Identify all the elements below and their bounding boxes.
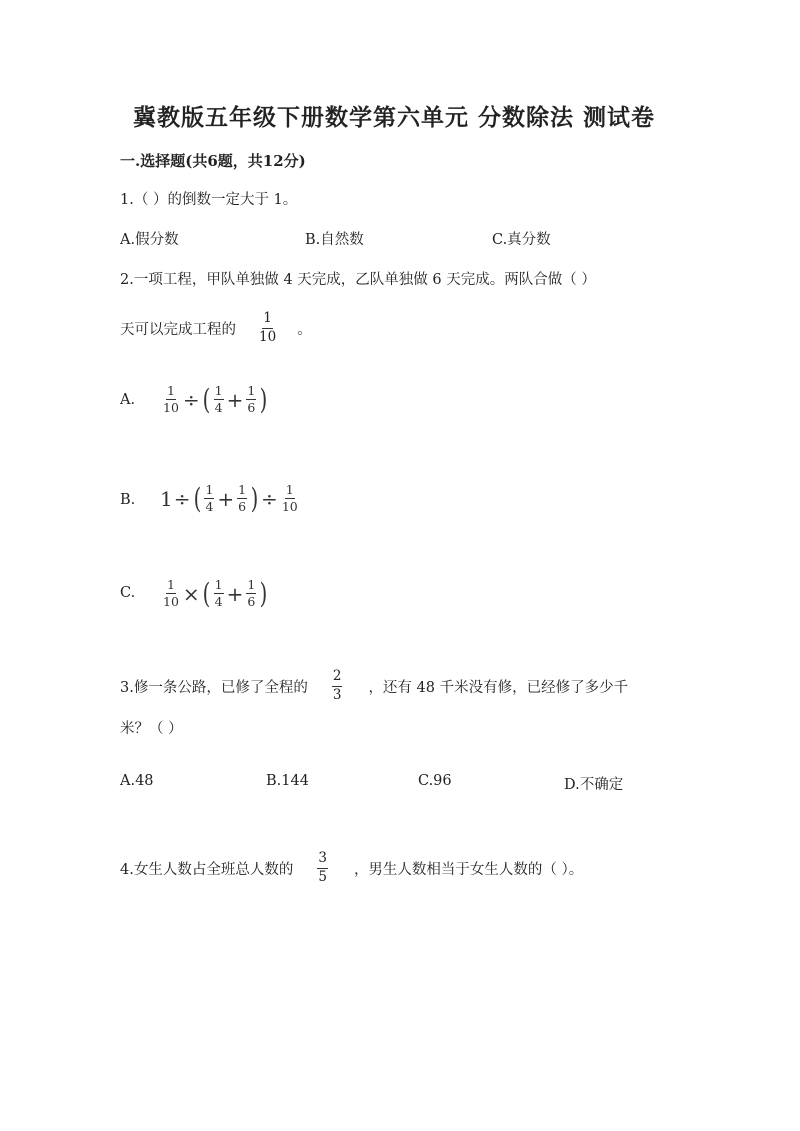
- divide-sign: ÷: [261, 486, 278, 511]
- question-2-line-2: [120, 312, 312, 344]
- question-2-option-a-expression: [160, 383, 269, 416]
- times-sign: ×: [182, 581, 200, 606]
- question-2-fraction: [258, 312, 277, 344]
- question-3-line-1: [120, 670, 628, 702]
- left-paren: (: [202, 577, 210, 610]
- fraction-denominator: 4: [214, 594, 223, 609]
- fraction-1-4: [214, 576, 224, 609]
- fraction-denominator: 10: [163, 594, 179, 609]
- fraction-1-6: [246, 382, 256, 415]
- question-4-text-start: 4.女生人数占全班总人数的: [120, 861, 294, 878]
- plus-sign: +: [217, 486, 235, 511]
- question-1-option-b: B.自然数: [305, 232, 364, 248]
- fraction-numerator: 1: [262, 312, 273, 329]
- fraction-denominator: 4: [214, 400, 223, 415]
- fraction-denominator: 5: [318, 868, 327, 885]
- fraction-numerator: 1: [214, 579, 224, 595]
- question-2-option-c-label: C.: [120, 585, 136, 601]
- fraction-1-10: [281, 481, 299, 514]
- question-4-text-end: ，男生人数相当于女生人数的（ ）。: [353, 861, 584, 878]
- question-2-line-2-text: 天可以完成工程的: [120, 321, 236, 338]
- plus-sign: +: [226, 387, 244, 412]
- question-4-fraction: [317, 852, 328, 884]
- fraction-denominator: 6: [247, 400, 256, 415]
- divide-sign: ÷: [173, 486, 191, 511]
- question-2-line-1: 2.一项工程，甲队单独做 4 天完成，乙队单独做 6 天完成。两队合做（ ）: [120, 272, 596, 288]
- fraction-numerator: 1: [214, 385, 224, 401]
- question-3-fraction: [332, 670, 343, 702]
- fraction-denominator: 6: [247, 594, 256, 609]
- fraction-numerator: 1: [246, 579, 256, 595]
- number-one: 1: [160, 486, 173, 511]
- fraction-numerator: 1: [237, 484, 247, 500]
- question-2-option-c-expression: [160, 577, 269, 610]
- section-heading: 一.选择题(共6题，共12分): [120, 152, 306, 170]
- fraction-numerator: 1: [204, 484, 214, 500]
- question-1-text: 1.（ ）的倒数一定大于 1。: [120, 192, 298, 208]
- fraction-denominator: 10: [281, 499, 298, 514]
- fraction-numerator: 1: [246, 385, 256, 401]
- question-2-option-b-label: B.: [120, 492, 136, 508]
- question-3-option-d: D.不确定: [564, 777, 624, 793]
- left-paren: (: [193, 482, 201, 515]
- question-3-text-start: 3.修一条公路，已修了全程的: [120, 679, 308, 696]
- question-3-option-b: B.144: [266, 773, 309, 789]
- question-2-option-b-expression: [160, 482, 301, 515]
- fraction-1-10: [162, 382, 180, 415]
- fraction-numerator: 2: [332, 670, 343, 687]
- question-1-option-c: C.真分数: [492, 232, 551, 248]
- fraction-numerator: 1: [166, 579, 176, 595]
- question-2-option-a-label: A.: [120, 392, 136, 408]
- left-paren: (: [202, 383, 210, 416]
- fraction-denominator: 10: [163, 400, 179, 415]
- question-3-option-c: C.96: [418, 773, 452, 789]
- fraction-1-10: [162, 576, 180, 609]
- question-3-text-end: ，还有 48 千米没有修，已经修了多少千: [368, 679, 629, 696]
- question-2-line-2-end: 。: [297, 321, 312, 338]
- plus-sign: +: [226, 581, 244, 606]
- right-paren: ): [259, 383, 268, 416]
- fraction-denominator: 3: [332, 686, 342, 703]
- fraction-numerator: 3: [317, 852, 328, 869]
- question-3-option-a: A.48: [120, 773, 154, 789]
- question-3-line-2: 米？（ ）: [120, 721, 183, 737]
- fraction-denominator: 10: [259, 328, 277, 345]
- fraction-denominator: 6: [238, 499, 247, 514]
- question-1-option-a: A.假分数: [120, 232, 179, 248]
- fraction-denominator: 4: [205, 499, 214, 514]
- right-paren: ): [259, 577, 268, 610]
- right-paren: ): [250, 482, 259, 515]
- question-4-line: [120, 852, 583, 884]
- fraction-1-6: [246, 576, 256, 609]
- fraction-numerator: 1: [166, 385, 176, 401]
- fraction-numerator: 1: [285, 484, 295, 500]
- fraction-1-6: [237, 481, 247, 514]
- fraction-1-4: [214, 382, 224, 415]
- divide-sign: ÷: [182, 387, 200, 412]
- page-title: 冀教版五年级下册数学第六单元 分数除法 测试卷: [133, 104, 656, 131]
- fraction-1-4: [204, 481, 214, 514]
